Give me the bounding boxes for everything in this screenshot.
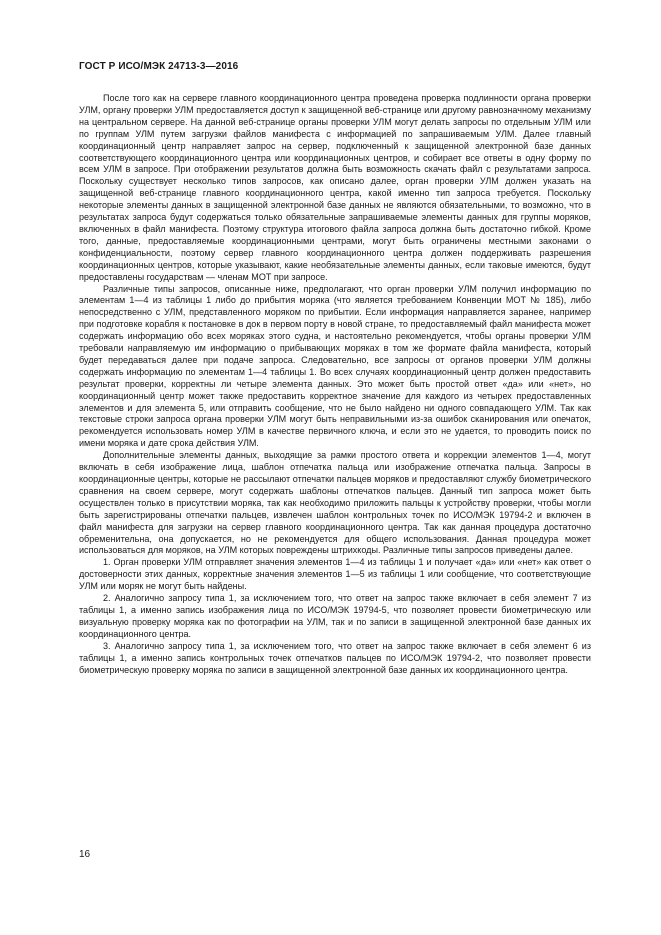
list-item-query-type-2: 2. Аналогично запросу типа 1, за исключением того, что ответ на запрос также включает в себя элемент 7 из таблицы 1, а именно запись изображения лица по ИСО/МЭК 19794-5, что позволяет провести биометрическую или визуальную проверку моряка как по фотографии на УЛМ, так и по записи в защищенной электронной базе данных их координационного центра. bbox=[79, 593, 591, 639]
page-header-standard-code: ГОСТ Р ИСО/МЭК 24713-3—2016 bbox=[79, 61, 239, 72]
paragraph-verification-access: После того как на сервере главного координационного центра проведена проверка подлинности органа проверки УЛМ, органу проверки УЛМ предоставляется доступ к защищенной веб-странице или другому равнозначному механизму на центральном сервере. На данной веб-странице органы проверки УЛМ могут делать запросы по отдельным УЛМ или по группам УЛМ путем загрузки файлов манифеста с информацией по запрашиваемым УЛМ. Далее главный координационный центр направляет запрос на сервер, подключенный к защищенной электронной базе данных соответствующего координационного центра или координационных центров, и собирает все ответы в одну форму по всем УЛМ в запросе. При отображении результатов должна быть возможность скачать файл с результатами запроса. Поскольку существует несколько типов запросов, как описано далее, орган проверки УЛМ должен указать на защищенной веб-странице главного координационного центра, какой именно тип запроса требуется. Поскольку некоторые элементы данных в защищенной электронной базе данных не являются обязательными, то возможно, что в результатах запроса будут содержаться только обязательные запрашиваемые элементы данных для группы моряков, включенных в файл манифеста. Поэтому структура итогового файла запроса должна быть достаточно гибкой. Кроме того, данные, предоставляемые координационными центрами, могут быть ограничены местными законами о конфиденциальности, поэтому сервер главного координационного центра должен поддерживать разрешения координационных центров, которые указывают, какие необязательные элементы данных, если таковые имеются, будут предоставлены государствам — членам МОТ при запросе. bbox=[79, 93, 591, 282]
list-item-query-type-3: 3. Аналогично запросу типа 1, за исключением того, что ответ на запрос также включает в себя элемент 6 из таблицы 1, а именно запись контрольных точек отпечатков пальцев по ИСО/МЭК 19794-2, что позволяет провести биометрическую проверку моряка по записи в защищенной электронной базе данных их координационного центра. bbox=[79, 640, 591, 675]
paragraph-query-types: Различные типы запросов, описанные ниже, предполагают, что орган проверки УЛМ получил информацию по элементам 1—4 из таблицы 1 либо до прибытия моряка (что является требованием Конвенции МОТ № 185), либо непосредственно с УЛМ, представленного моряком по прибытии. Если информация направляется заранее, например при подготовке корабля к постановке в док в первом порту в новой стране, то предоставляемый файл манифеста может содержать информацию обо всех моряках этого судна, и настоятельно рекомендуется, чтобы органы проверки УЛМ требовали направляемую им информацию о прибывающих моряках в том же формате файла манифеста, который будет передаваться далее при подаче запроса. Следовательно, все запросы от органов проверки УЛМ должны содержать информацию по элементам 1—4 таблицы 1. Во всех случаях координационный центр должен предоставить результат проверки, корректны ли четыре элемента данных. Это может быть простой ответ «да» или «нет», но координационный центр может также предоставить корректное значение для каждого из четырех предоставленных элементов и для элемента 5, или отправить сообщение, что не было найдено ни одного совпадающего УЛМ. Так как текстовые строки запроса органа проверки УЛМ могут быть неправильными из-за ошибок сканирования или опечаток, рекомендуется использовать номер УЛМ в качестве первичного ключа, и если это не удается, то проводить поиск по имени моряка и дате срока действия УЛМ. bbox=[79, 283, 591, 449]
page-number: 16 bbox=[79, 849, 91, 860]
paragraph-additional-data-elements: Дополнительные элементы данных, выходящие за рамки простого ответа и коррекции элементов 1—4, могут включать в себя изображение лица, шаблон отпечатка пальца или изображение отпечатка пальца. Запросы в координационные центры, которые не рассылают отпечатки пальцев моряков и предоставляют службу биометрического сравнения на своем сервере, могут содержать шаблоны отпечатков пальцев. Данный тип запроса может быть осуществлен только в присутствии моряка, так как необходимо приложить пальцы к устройству проверки, чтобы могли быть зарегистрированы отпечатки пальцев, извлечен шаблон контрольных точек по ИСО/МЭК 19794-2 и включен в файл манифеста для загрузки на сервер главного координационного центра. Так как данная процедура достаточно обременительна, она допускается, но не рекомендуется для общего использования. Данная процедура может использоваться для моряков, на УЛМ которых повреждены штрихкоды. Различные типы запросов приведены далее. bbox=[79, 450, 591, 556]
body-text bbox=[79, 93, 591, 676]
list-item-query-type-1: 1. Орган проверки УЛМ отправляет значения элементов 1—4 из таблицы 1 и получает «да» или «нет» как ответ о достоверности этих данных, корректные значения элементов 1—5 из таблицы 1 или сообщение, что соответствующие УЛМ или моряк не могут быть найдены. bbox=[79, 557, 591, 592]
